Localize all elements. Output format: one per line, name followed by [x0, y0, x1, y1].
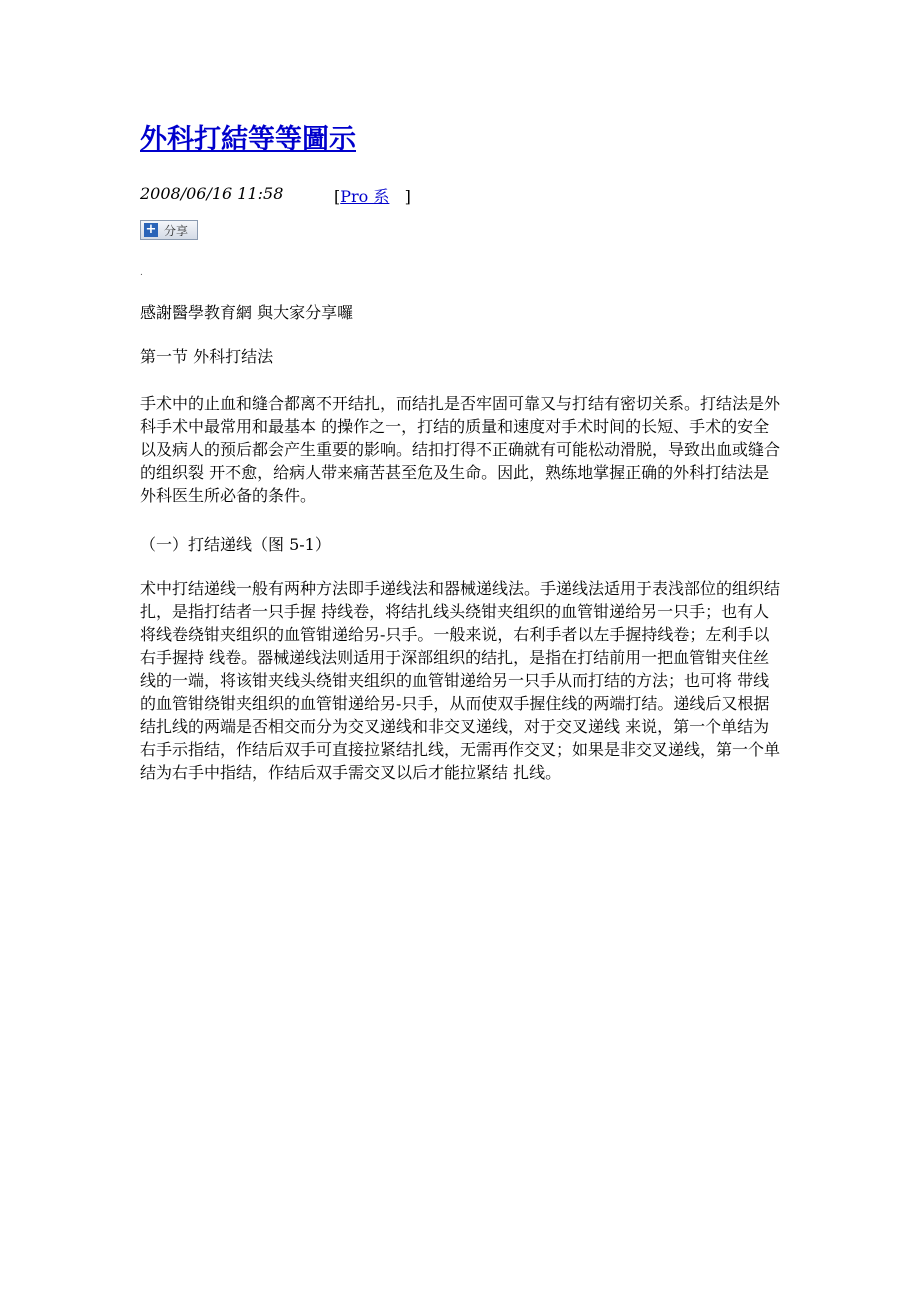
section-heading: 第一节 外科打结法	[140, 347, 274, 366]
thanks-text: 感謝醫學教育網 與大家分享囉	[140, 303, 354, 322]
separator-dot: .	[140, 268, 143, 278]
category-link[interactable]: Pro 系	[340, 187, 390, 206]
paragraph-thread-passing: 术中打结递线一般有两种方法即手递线法和器械递线法。手递线法适用于表浅部位的组织结扎，是指打结者一只手握 持线卷，将结扎线头绕钳夹组织的血管钳递给另一只手；也有人将线卷绕钳夹组织的血管钳递给另-只手。一般来说，右利手者以左手握持线卷；左利手以右手握持 线卷。器械递线法则适用于深部组织的结扎，是指在打结前用一把血管钳夹住丝线的一端，将该钳夹线头绕钳夹组织的血管钳递给另一只手从而打结的方法；也可将 带线的血管钳绕钳夹组织的血管钳递给另-只手，从而使双手握住线的两端打结。递线后又根据结扎线的两端是否相交而分为交叉递线和非交叉递线，对于交叉递线 来说，第一个单结为右手示指结，作结后双手可直接拉紧结扎线，无需再作交叉；如果是非交叉递线，第一个单结为右手中指结，作结后双手需交叉以后才能拉紧结 扎线。	[140, 579, 781, 782]
post-meta	[140, 184, 411, 206]
category-bracket-open: [	[334, 187, 341, 206]
subheading: （一）打结递线（图 5-1）	[140, 535, 331, 554]
share-button[interactable]	[140, 220, 198, 240]
paragraph-intro: 手术中的止血和缝合都离不开结扎，而结扎是否牢固可靠又与打结有密切关系。打结法是外科手术中最常用和最基本 的操作之一，打结的质量和速度对手术时间的长短、手术的安全以及病人的预后都会产生重要的影响。结扣打得不正确就有可能松动滑脱，导致出血或缝合的组织裂 开不愈，给病人带来痛苦甚至危及生命。因此，熟练地掌握正确的外科打结法是外科医生所必备的条件。	[140, 394, 781, 505]
post-category	[334, 184, 411, 207]
share-plus-icon: +	[145, 222, 157, 237]
article-title-link[interactable]: 外科打結等等圖示	[140, 124, 356, 155]
post-datetime: 2008/06/16 11:58	[140, 184, 284, 203]
share-label: 分享	[164, 223, 189, 238]
category-bracket-close: ]	[404, 187, 411, 206]
